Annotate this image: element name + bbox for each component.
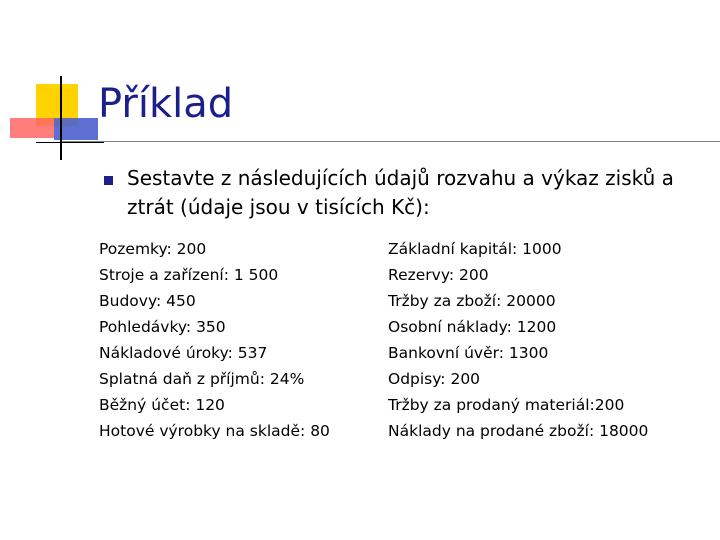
title-divider	[62, 141, 720, 142]
bullet-square-icon	[104, 176, 113, 185]
list-item: Budovy: 450	[99, 292, 196, 310]
slide-title: Příklad	[98, 81, 234, 127]
logo-horizontal-line	[36, 142, 104, 143]
list-item: Nákladové úroky: 537	[99, 344, 268, 362]
list-item: Odpisy: 200	[388, 370, 481, 388]
list-item: Náklady na prodané zboží: 18000	[388, 422, 649, 440]
right-items-list	[388, 236, 648, 444]
left-items-list	[99, 236, 330, 444]
list-item: Hotové výrobky na skladě: 80	[99, 422, 330, 440]
list-item: Běžný účet: 120	[99, 396, 225, 414]
list-item: Základní kapitál: 1000	[388, 240, 562, 258]
list-item: Pohledávky: 350	[99, 318, 226, 336]
list-item: Osobní náklady: 1200	[388, 318, 557, 336]
list-item: Stroje a zařízení: 1 500	[99, 266, 279, 284]
list-item: Rezervy: 200	[388, 266, 489, 284]
instruction-text: Sestavte z následujících údajů rozvahu a výkaz zisků a ztrát (údaje jsou v tisících Kč):	[127, 166, 674, 219]
logo-red-bar	[10, 118, 54, 138]
list-item: Tržby za zboží: 20000	[388, 292, 556, 310]
list-item: Splatná daň z příjmů: 24%	[99, 370, 305, 388]
list-item: Pozemky: 200	[99, 240, 207, 258]
list-item: Tržby za prodaný materiál:200	[388, 396, 625, 414]
logo-vertical-line	[60, 76, 62, 160]
list-item: Bankovní úvěr: 1300	[388, 344, 549, 362]
